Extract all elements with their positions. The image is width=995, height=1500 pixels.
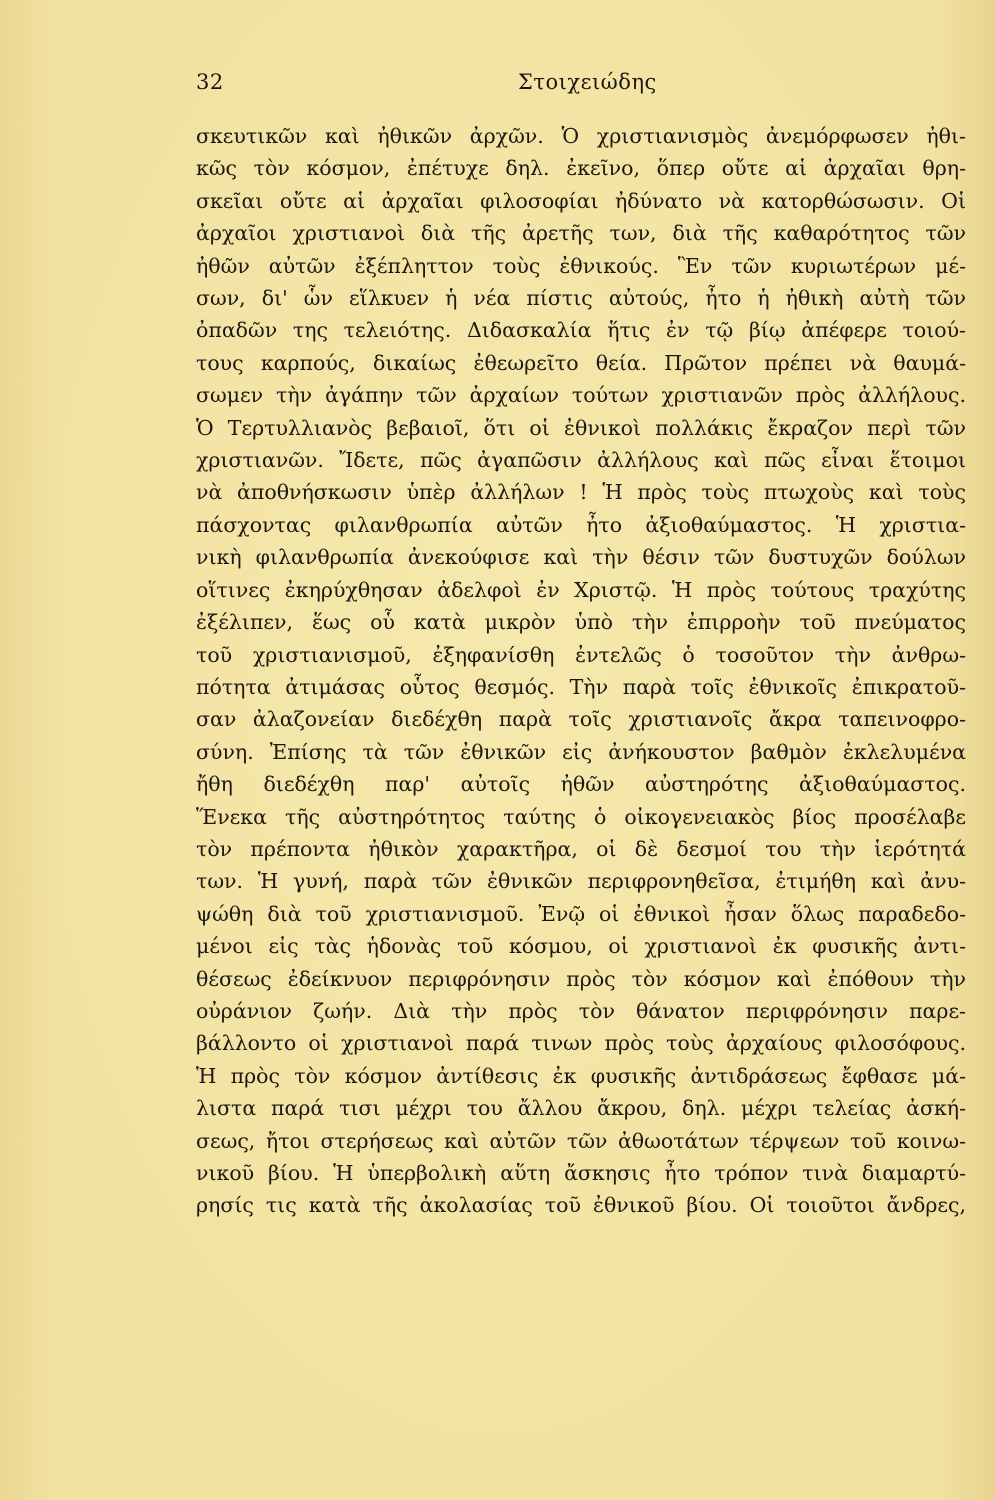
text-line: νὰ ἀποθνήσκωσιν ὑπὲρ ἀλλήλων ! Ἡ πρὸς τοὺς πτωχοὺς καὶ τοὺς (196, 480, 966, 505)
text-line: νικὴ φιλανθρωπία ἀνεκούφισε καὶ τὴν θέσιν τῶν δυστυχῶν δούλων (196, 545, 966, 570)
text-line: τους καρπούς, δικαίως ἐθεωρεῖτο θεία. Πρῶτον πρέπει νὰ θαυμά- (196, 350, 966, 375)
text-line: λιστα παρά τισι μέχρι του ἄλλου ἄκρου, δηλ. μέχρι τελείας ἀσκή- (196, 1096, 966, 1121)
page-header (196, 70, 961, 102)
body-text (196, 120, 966, 1222)
page-number: 32 (196, 70, 224, 94)
text-line: πότητα ἀτιμάσας οὗτος θεσμός. Τὴν παρὰ τοῖς ἐθνικοῖς ἐπικρατοῦ- (196, 674, 966, 699)
text-line: των. Ἡ γυνή, παρὰ τῶν ἐθνικῶν περιφρονηθεῖσα, ἐτιμήθη καὶ ἀνυ- (196, 869, 966, 894)
text-line: Ὁ Τερτυλλιανὸς βεβαιοῖ, ὅτι οἱ ἐθνικοὶ πολλάκις ἔκραζον περὶ τῶν (196, 415, 966, 440)
text-line: σαν ἀλαζονείαν διεδέχθη παρὰ τοῖς χριστιανοῖς ἄκρα ταπεινοφρο- (196, 707, 966, 732)
text-line: οὐράνιον ζωήν. Διὰ τὴν πρὸς τὸν θάνατον περιφρόνησιν παρε- (196, 998, 966, 1023)
text-line: κῶς τὸν κόσμον, ἐπέτυχε δηλ. ἐκεῖνο, ὅπερ οὔτε αἱ ἀρχαῖαι θρη- (196, 156, 966, 181)
text-line: ἤθη διεδέχθη παρ' αὐτοῖς ἠθῶν αὐστηρότης ἀξιοθαύμαστος. (196, 772, 966, 797)
text-line: σύνη. Ἐπίσης τὰ τῶν ἐθνικῶν εἰς ἀνήκουστον βαθμὸν ἐκλελυμένα (196, 739, 966, 764)
text-line: τὸν πρέποντα ἠθικὸν χαρακτῆρα, οἱ δὲ δεσμοί του τὴν ἱερότητά (196, 836, 966, 861)
text-line: Ἡ πρὸς τὸν κόσμον ἀντίθεσις ἐκ φυσικῆς ἀντιδράσεως ἔφθασε μά- (196, 1063, 966, 1088)
text-line: μένοι εἰς τὰς ἡδονὰς τοῦ κόσμου, οἱ χριστιανοὶ ἐκ φυσικῆς ἀντι- (196, 934, 966, 959)
text-line: ὀπαδῶν της τελειότης. Διδασκαλία ἥτις ἐν τῷ βίῳ ἀπέφερε τοιού- (196, 318, 966, 343)
text-line: οἵτινες ἐκηρύχθησαν ἀδελφοὶ ἐν Χριστῷ. Ἡ πρὸς τούτους τραχύτης (196, 577, 966, 602)
text-line: ἠθῶν αὐτῶν ἐξέπληττον τοὺς ἐθνικούς. Ἓν τῶν κυριωτέρων μέ- (196, 253, 966, 278)
text-line: ψώθη διὰ τοῦ χριστιανισμοῦ. Ἐνῷ οἱ ἐθνικοὶ ἦσαν ὅλως παραδεδο- (196, 901, 966, 926)
text-line: πάσχοντας φιλανθρωπία αὐτῶν ἦτο ἀξιοθαύμαστος. Ἡ χριστια- (196, 512, 966, 537)
text-line: θέσεως ἐδείκνυον περιφρόνησιν πρὸς τὸν κόσμον καὶ ἐπόθουν τὴν (196, 966, 966, 991)
text-line: ἀρχαῖοι χριστιανοὶ διὰ τῆς ἀρετῆς των, διὰ τῆς καθαρότητος τῶν (196, 221, 966, 246)
text-line: χριστιανῶν. Ἴδετε, πῶς ἀγαπῶσιν ἀλλήλους καὶ πῶς εἶναι ἕτοιμοι (196, 448, 966, 473)
text-line: σκευτικῶν καὶ ἠθικῶν ἀρχῶν. Ὁ χριστιανισμὸς ἀνεμόρφωσεν ἠθι- (196, 124, 966, 148)
text-line: σωμεν τὴν ἀγάπην τῶν ἀρχαίων τούτων χριστιανῶν πρὸς ἀλλήλους. (196, 383, 966, 408)
running-title: Στοιχειώδης (518, 70, 657, 94)
text-line: σκεῖαι οὔτε αἱ ἀρχαῖαι φιλοσοφίαι ἠδύνατο νὰ κατορθώσωσιν. Οἱ (196, 188, 966, 213)
text-line: νικοῦ βίου. Ἡ ὑπερβολικὴ αὕτη ἄσκησις ἦτο τρόπον τινὰ διαμαρτύ- (196, 1161, 966, 1185)
text-line: ρησίς τις κατὰ τῆς ἀκολασίας τοῦ ἐθνικοῦ βίου. Οἱ τοιοῦτοι ἄνδρες, (196, 1193, 966, 1218)
text-line: βάλλοντο οἱ χριστιανοὶ παρά τινων πρὸς τοὺς ἀρχαίους φιλοσόφους. (196, 1031, 966, 1056)
text-line: σεως, ἤτοι στερήσεως καὶ αὐτῶν τῶν ἀθωοτάτων τέρψεων τοῦ κοινω- (196, 1128, 966, 1153)
text-line: σων, δι' ὧν εἵλκυεν ἡ νέα πίστις αὐτούς, ἦτο ἡ ἠθικὴ αὐτὴ τῶν (196, 286, 966, 311)
text-line: ἐξέλιπεν, ἕως οὗ κατὰ μικρὸν ὑπὸ τὴν ἐπιρροὴν τοῦ πνεύματος (196, 610, 966, 635)
text-line: Ἕνεκα τῆς αὐστηρότητος ταύτης ὁ οἰκογενειακὸς βίος προσέλαβε (196, 804, 966, 829)
text-line: τοῦ χριστιανισμοῦ, ἐξηφανίσθη ἐντελῶς ὁ τοσοῦτον τὴν ἀνθρω- (196, 642, 966, 667)
